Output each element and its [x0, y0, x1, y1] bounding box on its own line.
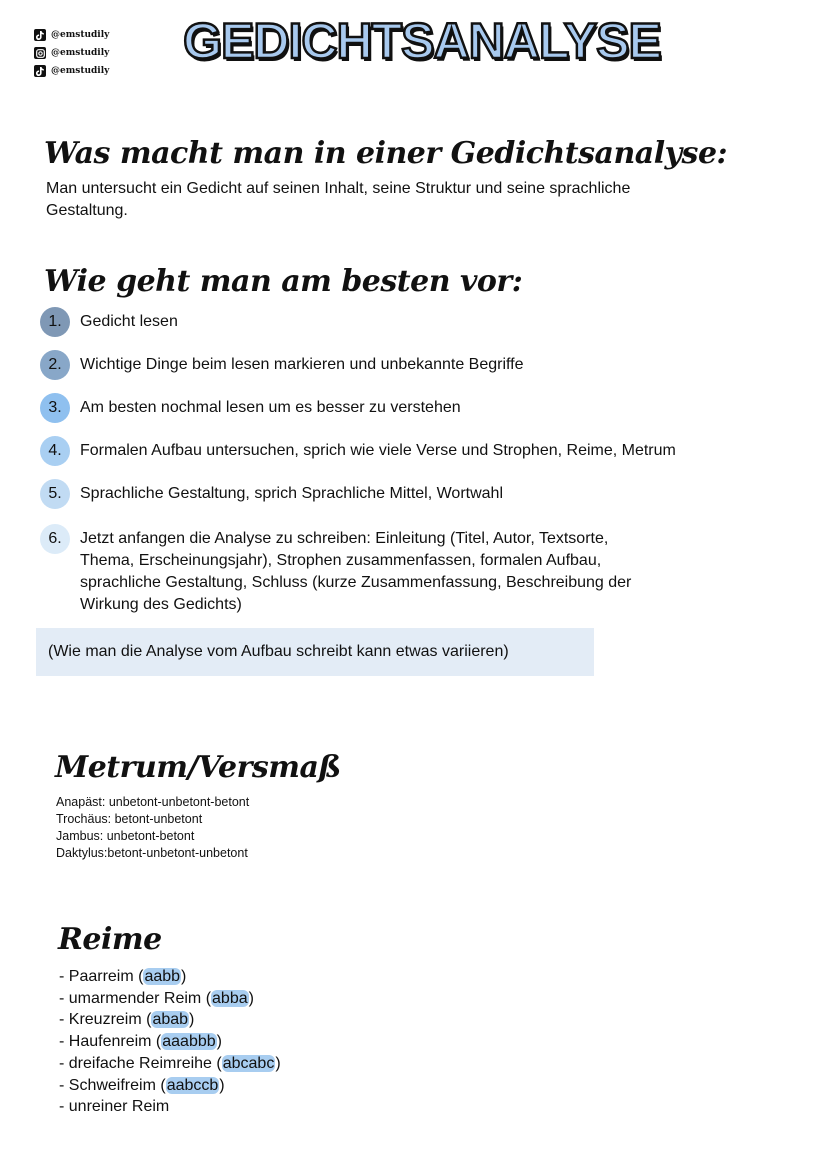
page-title: GEDICHTSANALYSE: [183, 13, 661, 69]
step-item: [40, 524, 820, 616]
step-text: Wichtige Dinge beim lesen markieren und unbekannte Begriffe: [80, 356, 524, 373]
rhyme-suffix: ): [216, 1033, 222, 1051]
rhyme-scheme: aabb: [144, 968, 181, 985]
rhyme-list: [59, 966, 281, 1118]
rhyme-suffix: ): [275, 1054, 281, 1072]
rhyme-label: - dreifache Reimreihe (: [59, 1054, 222, 1072]
meter-line: Jambus: unbetont-betont: [56, 829, 195, 843]
step-item: [40, 307, 820, 337]
step-text: Sprachliche Gestaltung, sprich Sprachliche Mittel, Wortwahl: [80, 485, 503, 502]
note-box: [36, 628, 594, 676]
step-number-badge: 2.: [40, 350, 70, 380]
step-number-badge: 1.: [40, 307, 70, 337]
rhyme-label: - umarmender Reim (: [59, 989, 212, 1007]
rhyme-item: [59, 1031, 281, 1053]
meter-line: Daktylus:betont-unbetont-unbetont: [56, 846, 248, 860]
step-item: [40, 393, 820, 423]
rhyme-item: [59, 1096, 281, 1118]
meter-line: Anapäst: unbetont-unbetont-betont: [56, 795, 250, 809]
rhyme-item: [59, 1075, 281, 1097]
section-heading-meter: Metrum/Versmaß: [55, 750, 341, 785]
social-handle: @emstudily: [51, 66, 110, 76]
rhyme-scheme: abba: [212, 989, 248, 1007]
rhyme-scheme: aabccb: [166, 1076, 219, 1094]
rhyme-scheme: abcabc: [222, 1054, 275, 1072]
rhyme-suffix: ): [248, 989, 254, 1007]
section-heading-what: Was macht man in einer Gedichtsanalyse:: [44, 136, 728, 171]
rhyme-item: [59, 988, 281, 1010]
step-item: [40, 350, 820, 380]
step-number-badge: 3.: [40, 393, 70, 423]
note-text: (Wie man die Analyse vom Aufbau schreibt kann etwas variieren): [48, 643, 509, 660]
step-text: Jetzt anfangen die Analyse zu schreiben: Einleitung (Titel, Autor, Textsorte, Thema, Erscheinungsjahr), Strophen zusammenfassen, formalen Aufbau, sprachliche Gestaltung, Schluss (kurze Zusammenfassung, Beschreibung der Wirkung des Gedichts): [80, 530, 632, 613]
rhyme-item: [59, 966, 281, 988]
rhyme-label: - Paarreim (: [59, 968, 144, 985]
rhyme-item: [59, 1053, 281, 1075]
rhyme-suffix: ): [219, 1076, 225, 1094]
rhyme-scheme: aaabbb: [162, 1033, 216, 1051]
rhyme-suffix: ): [189, 1011, 195, 1029]
section-heading-how: Wie geht man am besten vor:: [44, 264, 523, 299]
rhyme-label: - unreiner Reim: [59, 1098, 170, 1116]
rhyme-suffix: ): [181, 968, 187, 985]
step-text: Formalen Aufbau untersuchen, sprich wie viele Verse und Strophen, Reime, Metrum: [80, 442, 676, 459]
rhyme-label: - Kreuzreim (: [59, 1011, 152, 1029]
step-item: [40, 436, 820, 466]
intro-text: Man untersucht ein Gedicht auf seinen Inhalt, seine Struktur und seine sprachliche Gestaltung.: [46, 180, 631, 219]
step-item: [40, 479, 820, 509]
rhyme-label: - Schweifreim (: [59, 1076, 166, 1094]
step-text: Am besten nochmal lesen um es besser zu verstehen: [80, 399, 461, 416]
rhyme-label: - Haufenreim (: [59, 1033, 162, 1051]
meter-list: [56, 794, 249, 862]
step-text: Gedicht lesen: [80, 313, 178, 330]
rhyme-scheme: abab: [152, 1011, 189, 1029]
social-handle: @emstudily: [51, 48, 110, 58]
step-number-badge: 6.: [40, 524, 70, 554]
step-number-badge: 5.: [40, 479, 70, 509]
section-heading-rhymes: Reime: [58, 922, 162, 957]
step-number-badge: 4.: [40, 436, 70, 466]
social-handle: @emstudily: [51, 30, 110, 40]
meter-line: Trochäus: betont-unbetont: [56, 812, 203, 826]
rhyme-item: [59, 1009, 281, 1031]
